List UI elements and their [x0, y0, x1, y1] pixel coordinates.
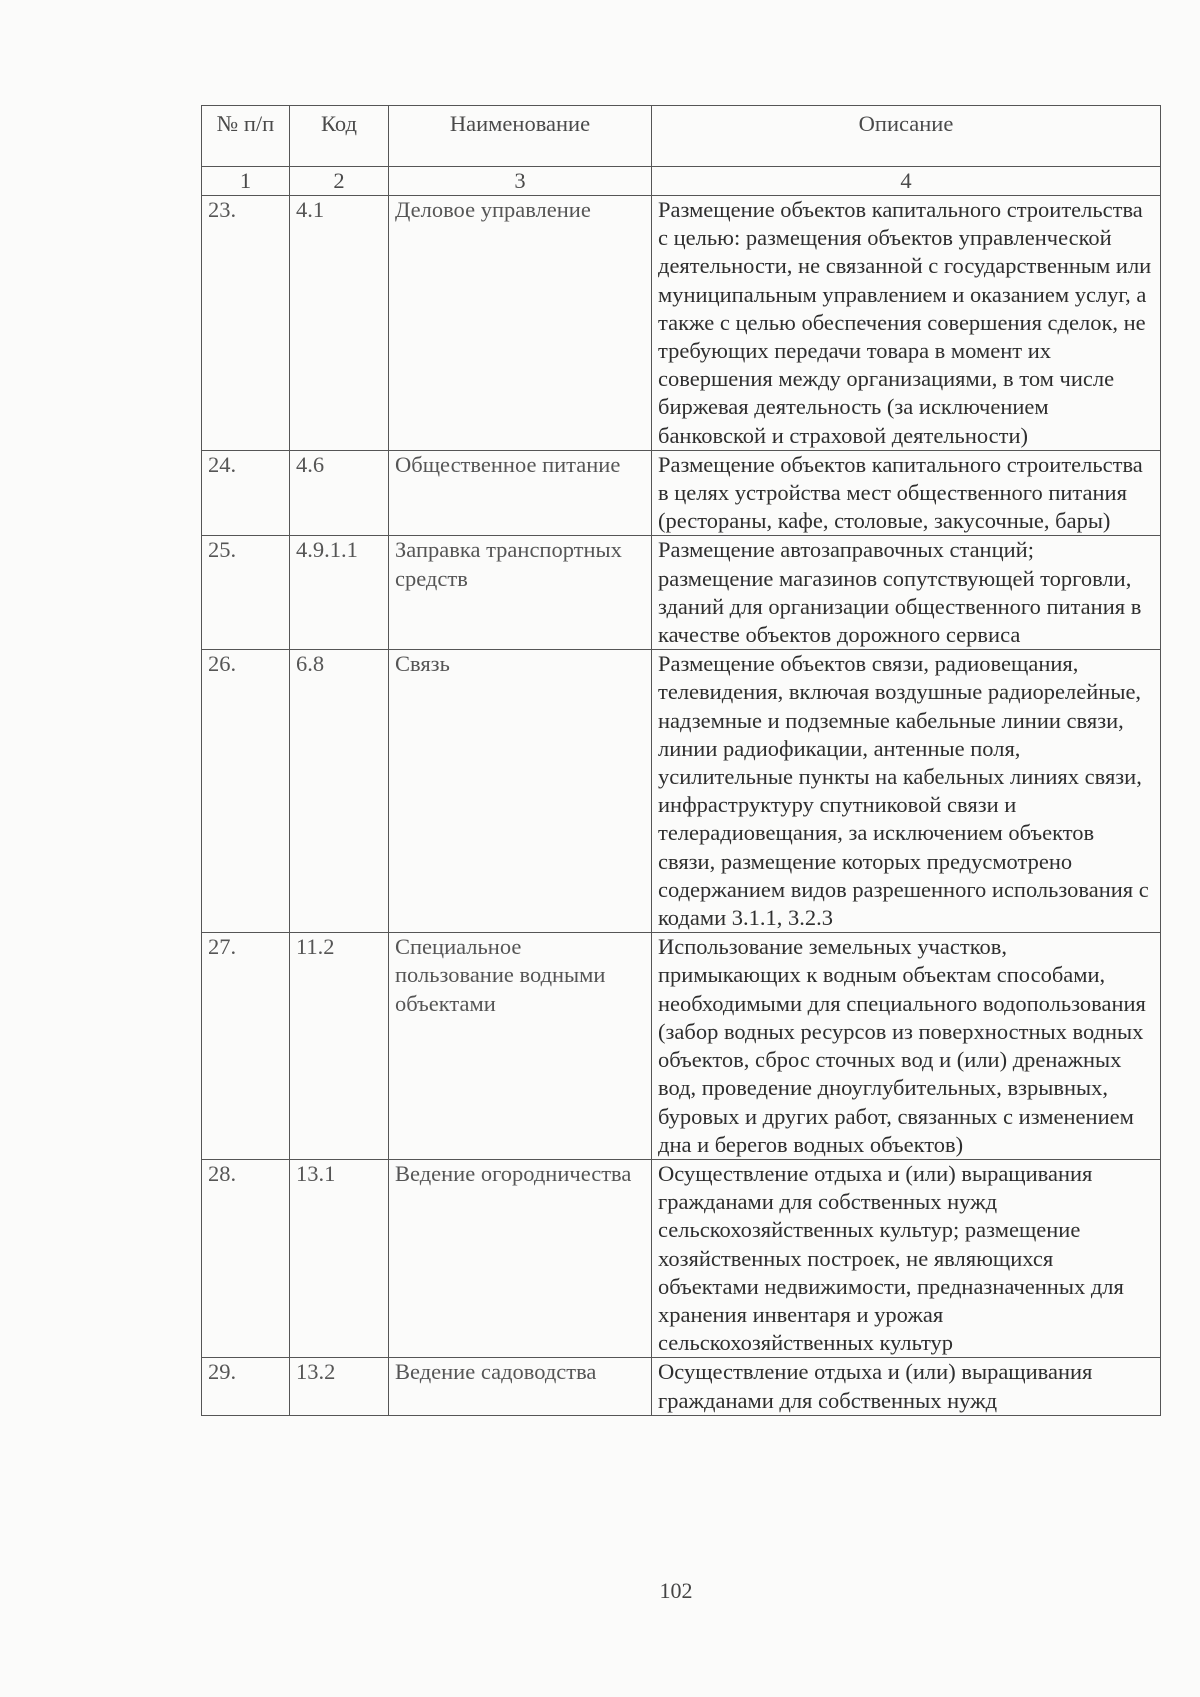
column-number: 2 — [290, 167, 389, 196]
row-name: Заправка транспортных средств — [389, 536, 652, 650]
row-description: Размещение автозаправочных станций; размещение магазинов сопутствующей торговли, зданий для организации общественного питания в качестве объектов дорожного сервиса — [652, 536, 1161, 650]
row-name: Специальное пользование водными объектами — [389, 933, 652, 1160]
land-use-table — [201, 105, 1161, 1416]
table-row — [202, 650, 1161, 933]
table-row — [202, 1358, 1161, 1415]
row-code: 4.9.1.1 — [290, 536, 389, 650]
table-header-row — [202, 106, 1161, 167]
header-name: Наименование — [389, 106, 652, 167]
row-description: Размещение объектов связи, радиовещания, телевидения, включая воздушные радиорелейные, надземные и подземные кабельные линии связи, линии радиофикации, антенные поля, усилительные пункты на кабельных линиях связи, инфраструктуру спутниковой связи и телерадиовещания, за исключением объектов связи, размещение которых предусмотрено содержанием видов разрешенного использования с кодами 3.1.1, 3.2.3 — [652, 650, 1161, 933]
row-code: 4.1 — [290, 196, 389, 451]
row-number: 23. — [202, 196, 290, 451]
header-code: Код — [290, 106, 389, 167]
table-row — [202, 450, 1161, 536]
row-description: Осуществление отдыха и (или) выращивания гражданами для собственных нужд — [652, 1358, 1161, 1415]
page-number: 102 — [659, 1578, 693, 1603]
row-code: 13.1 — [290, 1159, 389, 1357]
column-number-row — [202, 167, 1161, 196]
header-number: № п/п — [202, 106, 290, 167]
row-name: Ведение огородничества — [389, 1159, 652, 1357]
row-code: 11.2 — [290, 933, 389, 1160]
row-description: Размещение объектов капитального строительства в целях устройства мест общественного питания (рестораны, кафе, столовые, закусочные, бары) — [652, 450, 1161, 536]
row-number: 28. — [202, 1159, 290, 1357]
row-code: 6.8 — [290, 650, 389, 933]
row-number: 25. — [202, 536, 290, 650]
column-number: 4 — [652, 167, 1161, 196]
row-name: Общественное питание — [389, 450, 652, 536]
row-description: Размещение объектов капитального строительства с целью: размещения объектов управленческой деятельности, не связанной с государственным или муниципальным управлением и оказанием услуг, а также с целью обеспечения совершения сделок, не требующих передачи товара в момент их совершения между организациями, в том числе биржевая деятельность (за исключением банковской и страховой деятельности) — [652, 196, 1161, 451]
row-number: 24. — [202, 450, 290, 536]
row-name: Связь — [389, 650, 652, 933]
column-number: 3 — [389, 167, 652, 196]
row-number: 26. — [202, 650, 290, 933]
table-row — [202, 196, 1161, 451]
row-description: Осуществление отдыха и (или) выращивания гражданами для собственных нужд сельскохозяйственных культур; размещение хозяйственных построек, не являющихся объектами недвижимости, предназначенных для хранения инвентаря и урожая сельскохозяйственных культур — [652, 1159, 1161, 1357]
row-description: Использование земельных участков, примыкающих к водным объектам способами, необходимыми для специального водопользования (забор водных ресурсов из поверхностных водных объектов, сброс сточных вод и (или) дренажных вод, проведение дноуглубительных, взрывных, буровых и других работ, связанных с изменением дна и берегов водных объектов) — [652, 933, 1161, 1160]
row-code: 13.2 — [290, 1358, 389, 1415]
table-row — [202, 1159, 1161, 1357]
row-number: 27. — [202, 933, 290, 1160]
row-name: Ведение садоводства — [389, 1358, 652, 1415]
table-row — [202, 536, 1161, 650]
column-number: 1 — [202, 167, 290, 196]
table-row — [202, 933, 1161, 1160]
row-number: 29. — [202, 1358, 290, 1415]
header-description: Описание — [652, 106, 1161, 167]
row-name: Деловое управление — [389, 196, 652, 451]
row-code: 4.6 — [290, 450, 389, 536]
